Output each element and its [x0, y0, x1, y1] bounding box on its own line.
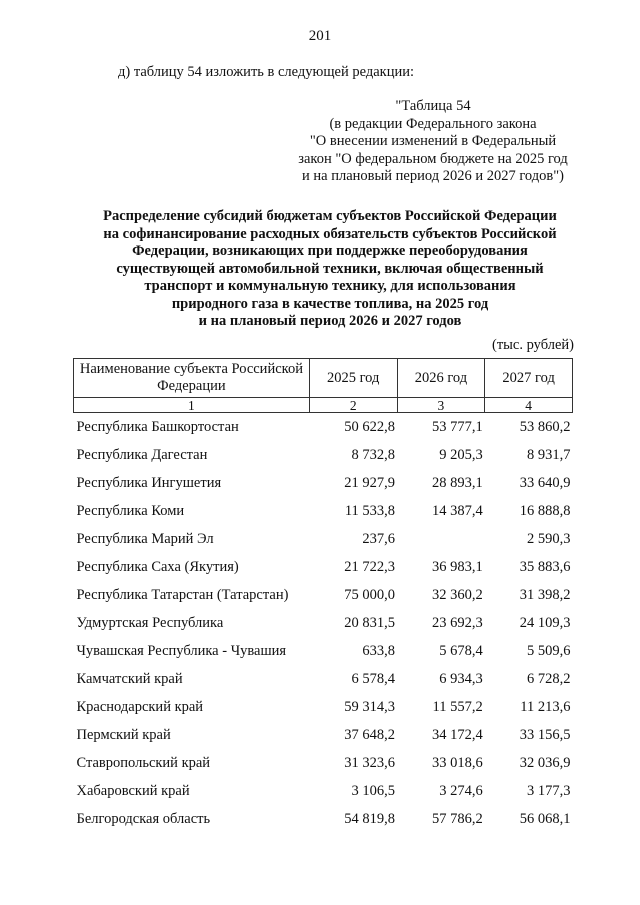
region-name-cell: Республика Саха (Якутия) [76, 558, 239, 575]
table-title [70, 208, 590, 331]
value-2026-cell: 33 018,6 [432, 754, 483, 771]
value-2026-cell: 14 387,4 [432, 502, 483, 519]
table-row [74, 665, 573, 693]
title-line: природного газа в качестве топлива, на 2025 год [171, 295, 489, 312]
value-2026-cell: 23 692,3 [432, 614, 483, 631]
table-row [74, 805, 573, 833]
value-2025-cell: 8 732,8 [351, 446, 396, 463]
title-line: Федерации, возникающих при поддержке переоборудования [132, 243, 528, 259]
value-2026-cell: 53 777,1 [432, 418, 483, 435]
value-2027-cell: 8 931,7 [527, 446, 571, 463]
value-2027-cell: 11 213,6 [520, 698, 571, 715]
value-2025-cell: 3 106,5 [351, 782, 396, 799]
region-name-cell: Хабаровский край [76, 782, 190, 799]
amendment-line: "Таблица 54 [395, 98, 471, 114]
value-2027-cell: 6 728,2 [527, 670, 571, 687]
value-2026-cell: 57 786,2 [432, 810, 483, 827]
column-number: 4 [485, 398, 573, 413]
value-2027-cell: 2 590,3 [527, 530, 571, 547]
table-row [74, 441, 573, 469]
region-name-cell: Республика Ингушетия [76, 474, 222, 491]
value-2027-cell: 56 068,1 [519, 810, 571, 827]
table-row [74, 609, 573, 637]
value-2026-cell: 3 274,6 [439, 782, 483, 799]
title-line: существующей автомобильной техники, включая общественный [116, 260, 544, 277]
header-2027: 2027 год [485, 359, 573, 398]
value-2025-cell: 37 648,2 [344, 726, 396, 743]
value-2027-cell: 31 398,2 [519, 586, 571, 603]
region-name-cell: Республика Башкортостан [76, 418, 239, 435]
table-row [74, 525, 573, 553]
value-2026-cell: 32 360,2 [432, 586, 483, 603]
title-line: и на плановый период 2026 и 2027 годов [198, 313, 462, 329]
value-2027-cell: 33 640,9 [519, 474, 571, 491]
column-number-row [74, 398, 573, 413]
value-2027-cell: 35 883,6 [519, 558, 571, 575]
subsidy-table [73, 358, 573, 833]
title-line: транспорт и коммунальную технику, для использования [144, 278, 516, 294]
column-number: 3 [397, 398, 485, 413]
title-line: Распределение субсидий бюджетам субъектов Российской Федерации [103, 208, 557, 224]
table-row [74, 553, 573, 581]
table-row [74, 581, 573, 609]
table-row [74, 693, 573, 721]
title-line: на софинансирование расходных обязательств субъектов Российской [103, 225, 557, 242]
value-2026-cell: 28 893,1 [432, 474, 483, 491]
value-2025-cell: 59 314,3 [344, 698, 396, 715]
intro-text: д) таблицу 54 изложить в следующей редакции: [118, 64, 415, 80]
value-2026-cell [397, 525, 485, 553]
region-name-cell: Республика Дагестан [76, 446, 208, 463]
page-number: 201 [308, 28, 332, 44]
value-2025-cell: 21 722,3 [344, 558, 396, 575]
amendment-line: закон "О федеральном бюджете на 2025 год [298, 150, 568, 167]
value-2026-cell: 6 934,3 [439, 670, 483, 687]
value-2027-cell: 24 109,3 [519, 614, 571, 631]
table-body [74, 413, 573, 834]
value-2026-cell: 34 172,4 [432, 726, 483, 743]
region-name-cell: Краснодарский край [76, 698, 204, 715]
value-2026-cell: 11 557,2 [432, 698, 483, 715]
value-2025-cell: 237,6 [362, 530, 396, 547]
amendment-note [288, 98, 578, 186]
column-number: 1 [74, 398, 310, 413]
value-2026-cell: 36 983,1 [432, 558, 483, 575]
value-2027-cell: 16 888,8 [519, 502, 571, 519]
value-2025-cell: 21 927,9 [344, 474, 396, 491]
header-2025: 2025 год [309, 359, 397, 398]
value-2026-cell: 9 205,3 [439, 446, 483, 463]
region-name-cell: Чувашская Республика - Чувашия [76, 642, 287, 659]
table-row [74, 413, 573, 442]
region-name-cell: Республика Татарстан (Татарстан) [76, 586, 289, 603]
table-row [74, 497, 573, 525]
header-2026: 2026 год [397, 359, 485, 398]
region-name-cell: Республика Коми [76, 502, 185, 519]
region-name-cell: Пермский край [76, 726, 171, 743]
value-2025-cell: 54 819,8 [344, 810, 396, 827]
value-2027-cell: 53 860,2 [519, 418, 571, 435]
header-region: Наименование субъекта Российской Федерации [74, 359, 310, 398]
value-2027-cell: 32 036,9 [519, 754, 571, 771]
region-name-cell: Белгородская область [76, 810, 211, 827]
table-row [74, 637, 573, 665]
value-2025-cell: 31 323,6 [344, 754, 396, 771]
table-row [74, 721, 573, 749]
value-2027-cell: 5 509,6 [527, 642, 571, 659]
table-row [74, 469, 573, 497]
amendment-line: (в редакции Федерального закона [329, 115, 537, 132]
value-2025-cell: 11 533,8 [344, 502, 396, 519]
value-2025-cell: 50 622,8 [344, 418, 396, 435]
region-name-cell: Республика Марий Эл [76, 530, 214, 547]
region-name-cell: Удмуртская Республика [76, 614, 224, 631]
column-number: 2 [309, 398, 397, 413]
table-header-row [74, 359, 573, 398]
value-2025-cell: 633,8 [362, 642, 396, 659]
units-label: (тыс. рублей) [492, 337, 574, 353]
amendment-line: "О внесении изменений в Федеральный [309, 133, 557, 149]
table-row [74, 749, 573, 777]
value-2025-cell: 20 831,5 [344, 614, 396, 631]
value-2027-cell: 33 156,5 [519, 726, 571, 743]
value-2026-cell: 5 678,4 [439, 642, 483, 659]
value-2025-cell: 75 000,0 [344, 586, 396, 603]
region-name-cell: Камчатский край [76, 670, 183, 687]
value-2027-cell: 3 177,3 [527, 782, 571, 799]
region-name-cell: Ставропольский край [76, 754, 211, 771]
amendment-line: и на плановый период 2026 и 2027 годов") [302, 168, 564, 184]
table-row [74, 777, 573, 805]
value-2025-cell: 6 578,4 [351, 670, 396, 687]
